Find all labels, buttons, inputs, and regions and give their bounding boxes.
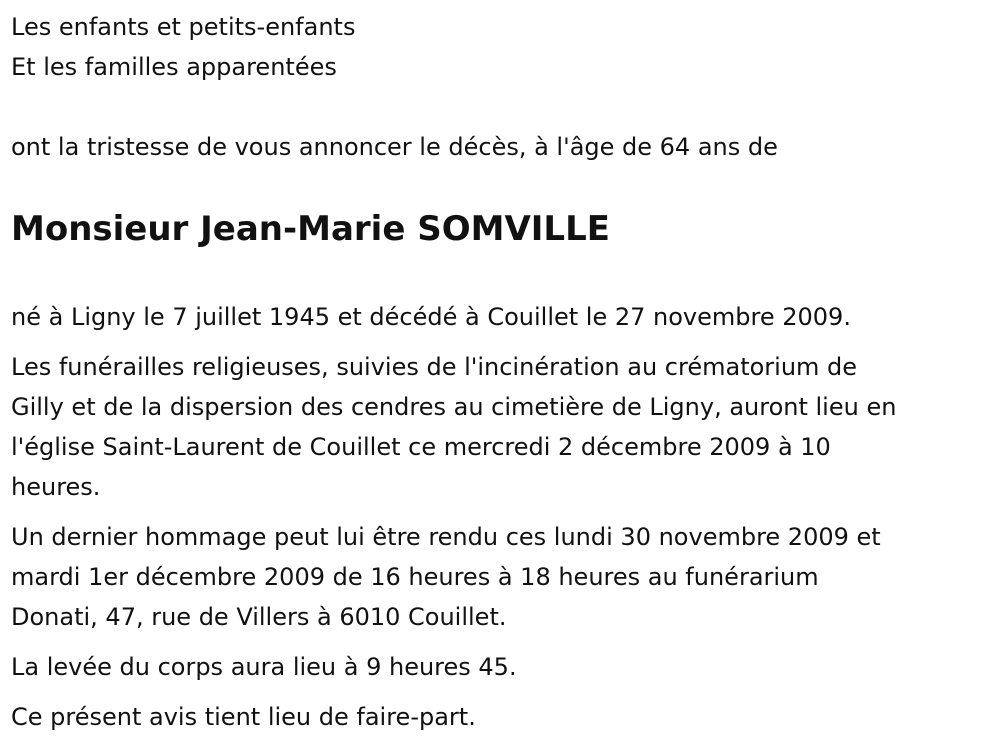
lifting-text: La levée du corps aura lieu à 9 heures 45. xyxy=(11,653,517,681)
relatives-line: Et les familles apparentées xyxy=(11,53,337,81)
tribute-line: Un dernier hommage peut lui être rendu ces lundi 30 novembre 2009 et xyxy=(11,523,881,551)
tribute-line: Donati, 47, rue de Villers à 6010 Couillet. xyxy=(11,603,507,631)
tribute-line: mardi 1er décembre 2009 de 16 heures à 18 heures au funérarium xyxy=(11,563,819,591)
funeral-line: heures. xyxy=(11,473,101,501)
funeral-paragraph xyxy=(11,347,990,507)
closing-text: Ce présent avis tient lieu de faire-part. xyxy=(11,703,476,731)
tribute-paragraph xyxy=(11,517,990,637)
birth-death-text: né à Ligny le 7 juillet 1945 et décédé à Couillet le 27 novembre 2009. xyxy=(11,303,851,331)
family-line: Les enfants et petits-enfants xyxy=(11,13,356,41)
announcement-text: ont la tristesse de vous annoncer le décès, à l'âge de 64 ans de xyxy=(11,133,778,161)
spacer xyxy=(11,87,990,127)
funeral-line: Les funérailles religieuses, suivies de l'incinération au crématorium de xyxy=(11,353,858,381)
deceased-name: Monsieur Jean-Marie SOMVILLE xyxy=(11,209,610,249)
funeral-line: Gilly et de la dispersion des cendres au cimetière de Ligny, auront lieu en xyxy=(11,393,897,421)
funeral-line: l'église Saint-Laurent de Couillet ce mercredi 2 décembre 2009 à 10 xyxy=(11,433,831,461)
